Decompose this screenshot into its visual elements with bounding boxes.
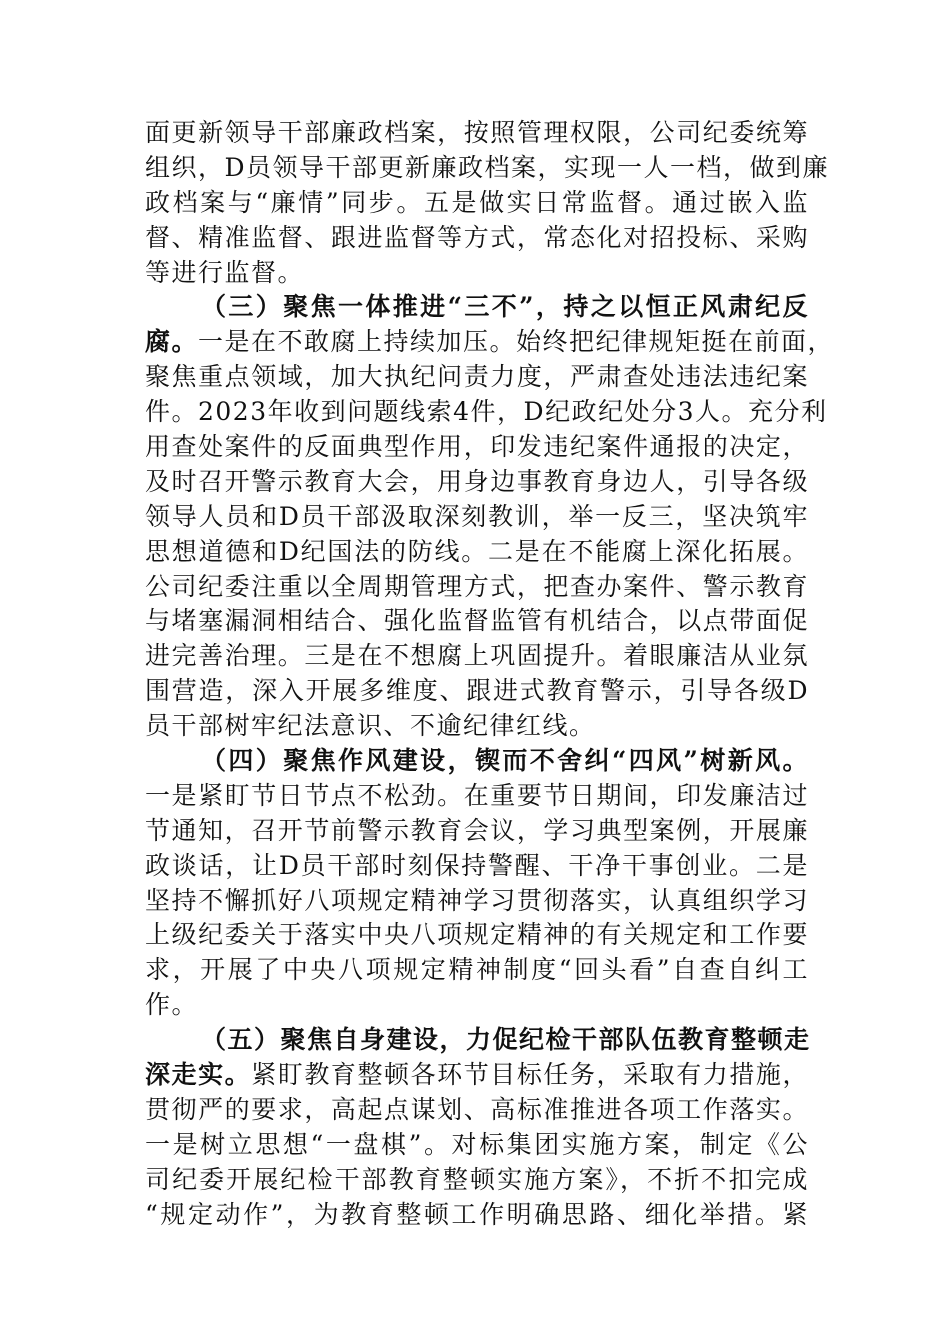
text-line (145, 953, 809, 988)
section-heading: （四）聚焦作风建设，锲而不舍纠“四风”树新风。 (201, 746, 809, 776)
line-text: 一是在不敢腐上持续加压。始终把纪律规矩挺在前面， (198, 327, 835, 357)
line-text: 节通知，召开节前警示教育会议，学习典型案例，开展廉 (145, 815, 809, 845)
line-text: 政谈话，让D员干部时刻保持警醒、干净干事创业。二是 (145, 850, 809, 880)
text-line (145, 1128, 809, 1163)
line-text: 用查处案件的反面典型作用，印发违纪案件通报的决定， (145, 432, 809, 462)
section-heading: （五）聚焦自身建设，力促纪检干部队伍教育整顿走 (201, 1025, 811, 1055)
text-line (145, 884, 809, 919)
line-text: 与堵塞漏洞相结合、强化监督监管有机结合，以点带面促 (145, 606, 809, 636)
line-text: 作。 (145, 990, 199, 1020)
text-line (145, 1198, 809, 1233)
text-line (145, 290, 809, 325)
text-line (145, 186, 809, 221)
text-line (145, 849, 809, 884)
line-text: 贯彻严的要求，高起点谋划、高标准推进各项工作落实。 (145, 1094, 809, 1124)
text-line (145, 814, 809, 849)
text-line (145, 325, 835, 360)
text-line (145, 570, 809, 605)
section-heading: 深走实。 (145, 1060, 252, 1090)
line-text: 上级纪委关于落实中央八项规定精神的有关规定和工作要 (145, 920, 809, 950)
line-text: 一是树立思想“一盘棋”。对标集团实施方案，制定《公 (145, 1129, 809, 1159)
text-line (145, 395, 828, 430)
line-text: 公司纪委注重以全周期管理方式，把查办案件、警示教育 (145, 571, 809, 601)
line-text: 件。2023年收到问题线索4件，D纪政纪处分3人。充分利 (145, 397, 828, 427)
text-line (145, 500, 809, 535)
text-line (145, 674, 809, 709)
document-body (145, 116, 835, 1233)
line-text: 面更新领导干部廉政档案，按照管理权限，公司纪委统筹 (145, 118, 809, 147)
text-line (145, 918, 809, 953)
text-line (145, 779, 809, 814)
line-text: 进完善治理。三是在不想腐上巩固提升。着眼廉洁从业氛 (145, 641, 809, 671)
line-text: 员干部树牢纪法意识、不逾纪律红线。 (145, 711, 596, 741)
line-text: 等进行监督。 (145, 257, 305, 287)
text-line (145, 151, 830, 186)
text-line (145, 744, 809, 779)
line-text: 思想道德和D纪国法的防线。二是在不能腐上深化拓展。 (145, 536, 809, 566)
text-line (145, 1058, 809, 1093)
section-heading: （三）聚焦一体推进“三不”，持之以恒正风肃纪反 (201, 292, 809, 322)
line-text: 组织，D员领导干部更新廉政档案，实现一人一档，做到廉 (145, 152, 830, 182)
text-line (145, 116, 809, 151)
text-line (145, 604, 809, 639)
line-text: 领导人员和D员干部汲取深刻教训，举一反三，坚决筑牢 (145, 501, 809, 531)
line-text: “规定动作”，为教育整顿工作明确思路、细化举措。紧 (145, 1199, 809, 1229)
text-line (145, 256, 809, 291)
line-text: 政档案与“廉情”同步。五是做实日常监督。通过嵌入监 (145, 187, 809, 217)
text-line (145, 709, 809, 744)
line-text: 求，开展了中央八项规定精神制度“回头看”自查自纠工 (145, 955, 809, 985)
text-line (145, 988, 809, 1023)
text-line (145, 535, 809, 570)
text-line (145, 360, 809, 395)
text-line (145, 1023, 809, 1058)
section-heading: 腐。 (145, 327, 199, 357)
text-line (145, 221, 809, 256)
line-text: 及时召开警示教育大会，用身边事教育身边人，引导各级 (145, 466, 809, 496)
line-text: 一是紧盯节日节点不松劲。在重要节日期间，印发廉洁过 (145, 780, 809, 810)
text-line (145, 465, 809, 500)
text-line (145, 1163, 809, 1198)
line-text: 聚焦重点领域，加大执纪问责力度，严肃查处违法违纪案 (145, 362, 809, 392)
line-text: 督、精准监督、跟进监督等方式，常态化对招投标、采购 (145, 222, 809, 252)
text-line (145, 639, 809, 674)
text-line (145, 1093, 809, 1128)
line-text: 坚持不懈抓好八项规定精神学习贯彻落实，认真组织学习 (145, 885, 809, 915)
line-text: 紧盯教育整顿各环节目标任务，采取有力措施， (251, 1060, 809, 1090)
line-text: 司纪委开展纪检干部教育整顿实施方案》，不折不扣完成 (145, 1164, 809, 1194)
text-line (145, 430, 809, 465)
line-text: 围营造，深入开展多维度、跟进式教育警示，引导各级D (145, 676, 809, 706)
